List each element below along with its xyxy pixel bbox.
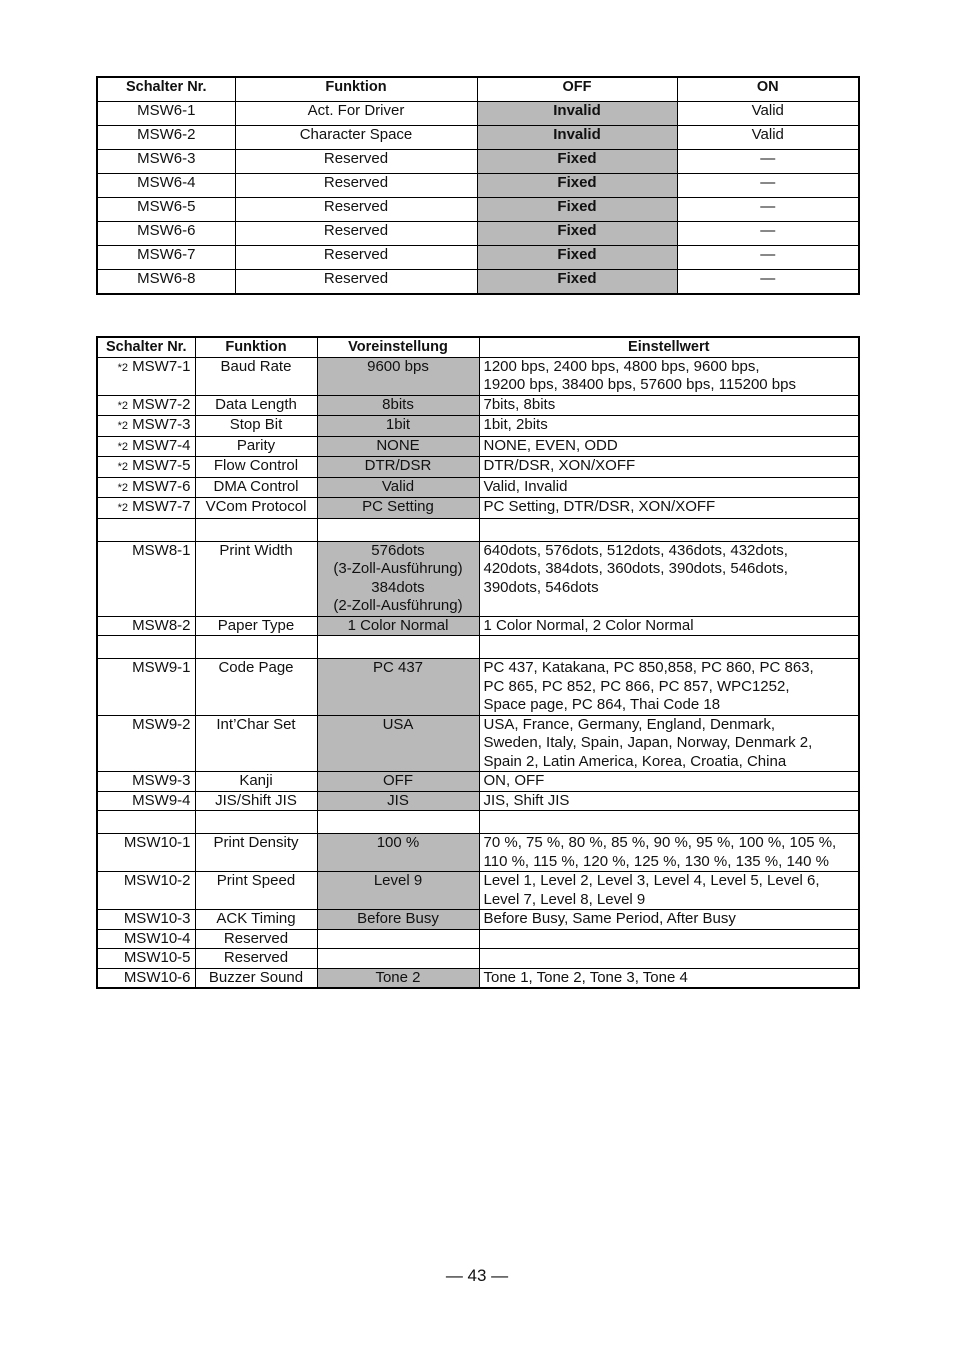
cell-off: Fixed (477, 270, 677, 295)
setting-line: Valid, Invalid (483, 477, 568, 495)
setting-line: 110 %, 115 %, 120 %, 125 %, 130 %, 135 %, 140 % (483, 852, 830, 870)
default-line: Tone 2 (375, 968, 421, 986)
setting-line: 70 %, 75 %, 80 %, 85 %, 90 %, 95 %, 100 %, 105 %, (483, 834, 837, 851)
cell-on: Valid (677, 102, 859, 126)
cell-on: — (677, 222, 859, 246)
cell-default (317, 357, 479, 395)
default-line: 1 Color Normal (347, 616, 449, 634)
setting-line: PC 865, PC 852, PC 866, PC 857, WPC1252, (483, 677, 790, 695)
cell-function: Paper Type (195, 616, 317, 636)
default-line: Before Busy (357, 910, 439, 927)
cell-switch-no (97, 968, 195, 988)
cell-switch-no: MSW6-8 (97, 270, 235, 295)
cell-function: Parity (195, 436, 317, 457)
header-function: Funktion (195, 337, 317, 357)
setting-line: NONE, EVEN, ODD (483, 436, 618, 454)
header-on: ON (677, 77, 859, 102)
default-line: 8bits (382, 395, 414, 413)
page-number: — 43 — (445, 1266, 509, 1285)
cell-setting-values (479, 910, 859, 930)
cell-function: Data Length (195, 395, 317, 416)
empty-cell (479, 811, 859, 834)
table-row (97, 791, 859, 811)
cell-default (317, 498, 479, 519)
table-row (97, 968, 859, 988)
switch-no-label: MSW9-4 (132, 791, 191, 809)
cell-switch-no (97, 616, 195, 636)
cell-on: — (677, 174, 859, 198)
switch-no-label: MSW10-2 (123, 872, 191, 889)
switch-no-label: MSW8-2 (132, 616, 191, 634)
header-off: OFF (477, 77, 677, 102)
default-line: DTR/DSR (364, 457, 432, 474)
cell-switch-no (97, 457, 195, 478)
separator-row (97, 811, 859, 834)
cell-switch-no (97, 416, 195, 437)
cell-default (317, 436, 479, 457)
cell-switch-no (97, 929, 195, 949)
cell-switch-no: MSW6-4 (97, 174, 235, 198)
table-row (97, 102, 859, 126)
cell-on: Valid (677, 126, 859, 150)
default-line: JIS (387, 791, 409, 809)
cell-function: Reserved (235, 198, 477, 222)
cell-setting-values (479, 949, 859, 969)
cell-function: Code Page (195, 659, 317, 716)
footnote-mark: *2 (117, 502, 128, 514)
cell-default (317, 395, 479, 416)
cell-switch-no (97, 541, 195, 616)
cell-setting-values (479, 357, 859, 395)
cell-default (317, 929, 479, 949)
header-switch-no: Schalter Nr. (97, 77, 235, 102)
switch-no-label: MSW10-1 (123, 834, 191, 851)
cell-setting-values (479, 715, 859, 772)
empty-cell (195, 518, 317, 541)
empty-cell (97, 636, 195, 659)
footnote-mark: *2 (117, 399, 128, 412)
empty-cell (317, 518, 479, 541)
cell-function: Reserved (235, 174, 477, 198)
table-row (97, 477, 859, 498)
cell-default (317, 416, 479, 437)
setting-line: Level 7, Level 8, Level 9 (483, 890, 646, 908)
cell-switch-no (97, 659, 195, 716)
header-switch-no: Schalter Nr. (97, 337, 195, 357)
switch-no-label: MSW9-3 (132, 772, 191, 789)
cell-setting-values (479, 659, 859, 716)
cell-switch-no (97, 791, 195, 811)
table-header-row (97, 77, 859, 102)
footnote-mark: *2 (117, 481, 128, 494)
table-row (97, 498, 859, 519)
cell-switch-no: MSW6-3 (97, 150, 235, 174)
table-row (97, 395, 859, 416)
table-row (97, 457, 859, 478)
setting-line: PC 437, Katakana, PC 850,858, PC 860, PC 863, (483, 659, 814, 676)
cell-off: Invalid (477, 102, 677, 126)
default-line: Level 9 (373, 872, 423, 889)
footnote-mark: *2 (117, 361, 128, 374)
setting-line: Spain 2, Latin America, Korea, Croatia, China (483, 752, 787, 770)
cell-function: ACK Timing (195, 910, 317, 930)
cell-function: Character Space (235, 126, 477, 150)
switch-no-label: MSW7-6 (132, 477, 191, 495)
cell-switch-no: MSW6-7 (97, 246, 235, 270)
cell-function: Reserved (235, 246, 477, 270)
switch-no-label: MSW8-1 (132, 541, 191, 559)
setting-line: 7bits, 8bits (483, 395, 556, 413)
cell-function: DMA Control (195, 477, 317, 498)
table-row (97, 659, 859, 716)
table-row (97, 416, 859, 437)
setting-line: 19200 bps, 38400 bps, 57600 bps, 115200 bps (483, 376, 796, 393)
cell-setting-values (479, 395, 859, 416)
default-line: 576dots (371, 541, 425, 559)
footnote-mark: *2 (117, 420, 128, 432)
empty-cell (479, 518, 859, 541)
cell-switch-no (97, 357, 195, 395)
cell-setting-values (479, 616, 859, 636)
header-setting-values: Einstellwert (479, 337, 859, 357)
table-row (97, 198, 859, 222)
cell-function: Print Width (195, 541, 317, 616)
switch-no-label: MSW10-5 (123, 949, 191, 966)
table-row (97, 834, 859, 872)
switch-no-label: MSW7-3 (132, 416, 191, 433)
table-row (97, 772, 859, 792)
setting-line: Sweden, Italy, Spain, Japan, Norway, Denmark 2, (483, 734, 813, 751)
cell-switch-no (97, 436, 195, 457)
cell-function: Kanji (195, 772, 317, 792)
cell-function: Reserved (235, 150, 477, 174)
cell-switch-no: MSW6-2 (97, 126, 235, 150)
table-row (97, 126, 859, 150)
cell-default (317, 541, 479, 616)
switch-no-label: MSW10-6 (123, 968, 191, 986)
cell-setting-values (479, 498, 859, 519)
table-row (97, 246, 859, 270)
table-row (97, 541, 859, 616)
cell-switch-no (97, 772, 195, 792)
cell-on: — (677, 198, 859, 222)
switch-no-label: MSW7-7 (132, 498, 191, 515)
cell-off: Invalid (477, 126, 677, 150)
table-row (97, 872, 859, 910)
setting-line: DTR/DSR, XON/XOFF (483, 457, 636, 474)
table-row (97, 357, 859, 395)
cell-switch-no (97, 872, 195, 910)
cell-off: Fixed (477, 246, 677, 270)
cell-default (317, 872, 479, 910)
setting-line: USA, France, Germany, England, Denmark, (483, 715, 776, 733)
switch-no-label: MSW9-2 (132, 715, 191, 733)
setting-line: 390dots, 546dots (483, 578, 599, 596)
cell-setting-values (479, 968, 859, 988)
setting-line: 1 Color Normal, 2 Color Normal (483, 616, 694, 634)
cell-on: — (677, 150, 859, 174)
cell-off: Fixed (477, 174, 677, 198)
cell-switch-no (97, 715, 195, 772)
cell-default (317, 659, 479, 716)
cell-switch-no (97, 395, 195, 416)
cell-setting-values (479, 457, 859, 478)
cell-function: Reserved (195, 949, 317, 969)
cell-function: JIS/Shift JIS (195, 791, 317, 811)
table-row (97, 270, 859, 295)
setting-line: Before Busy, Same Period, After Busy (483, 910, 736, 927)
cell-function: Buzzer Sound (195, 968, 317, 988)
cell-off: Fixed (477, 198, 677, 222)
cell-setting-values (479, 791, 859, 811)
setting-line: PC Setting, DTR/DSR, XON/XOFF (483, 498, 716, 515)
cell-function: Reserved (235, 222, 477, 246)
switch-no-label: MSW7-5 (132, 457, 191, 474)
cell-default (317, 457, 479, 478)
cell-default (317, 834, 479, 872)
switch-no-label: MSW9-1 (132, 659, 191, 676)
default-line: 384dots (371, 578, 425, 596)
cell-switch-no (97, 834, 195, 872)
switch-no-label: MSW10-4 (123, 929, 191, 947)
default-line: 100 % (376, 834, 420, 851)
empty-cell (479, 636, 859, 659)
cell-setting-values (479, 436, 859, 457)
cell-switch-no: MSW6-5 (97, 198, 235, 222)
cell-default (317, 968, 479, 988)
cell-switch-no: MSW6-1 (97, 102, 235, 126)
empty-cell (195, 636, 317, 659)
cell-off: Fixed (477, 222, 677, 246)
table-row (97, 929, 859, 949)
footnote-mark: *2 (117, 461, 128, 473)
cell-function: Act. For Driver (235, 102, 477, 126)
cell-on: — (677, 270, 859, 295)
empty-cell (317, 636, 479, 659)
cell-default (317, 772, 479, 792)
cell-default (317, 616, 479, 636)
default-line: 9600 bps (367, 357, 429, 375)
cell-setting-values (479, 929, 859, 949)
cell-switch-no (97, 910, 195, 930)
table-row (97, 174, 859, 198)
table-row (97, 949, 859, 969)
header-function: Funktion (235, 77, 477, 102)
cell-setting-values (479, 872, 859, 910)
cell-function: Baud Rate (195, 357, 317, 395)
cell-function: Int’Char Set (195, 715, 317, 772)
setting-line: JIS, Shift JIS (483, 791, 570, 809)
table-header-row (97, 337, 859, 357)
table-row (97, 616, 859, 636)
cell-function: Flow Control (195, 457, 317, 478)
default-line: NONE (376, 436, 420, 454)
empty-cell (97, 518, 195, 541)
cell-function: Print Density (195, 834, 317, 872)
cell-function: VCom Protocol (195, 498, 317, 519)
cell-default (317, 910, 479, 930)
cell-default (317, 791, 479, 811)
switch-table-msw7-10 (96, 336, 860, 989)
default-line: (3-Zoll-Ausführung) (333, 560, 463, 577)
setting-line: 1200 bps, 2400 bps, 4800 bps, 9600 bps, (483, 357, 760, 375)
setting-line: 1bit, 2bits (483, 416, 548, 433)
table-row (97, 150, 859, 174)
default-line: Valid (381, 477, 415, 495)
separator-row (97, 518, 859, 541)
header-default: Voreinstellung (317, 337, 479, 357)
table-row (97, 715, 859, 772)
table-row (97, 910, 859, 930)
cell-function: Reserved (195, 929, 317, 949)
default-line: 1bit (385, 416, 411, 433)
setting-line: 420dots, 384dots, 360dots, 390dots, 546dots, (483, 560, 788, 577)
switch-table-msw6 (96, 76, 860, 295)
cell-setting-values (479, 541, 859, 616)
switch-no-label: MSW7-2 (132, 395, 191, 413)
cell-function: Stop Bit (195, 416, 317, 437)
setting-line: Level 1, Level 2, Level 3, Level 4, Level 5, Level 6, (483, 872, 820, 889)
default-line: PC Setting (362, 498, 434, 515)
cell-switch-no (97, 498, 195, 519)
default-line: OFF (383, 772, 413, 789)
empty-cell (317, 811, 479, 834)
cell-setting-values (479, 477, 859, 498)
empty-cell (97, 811, 195, 834)
empty-cell (195, 811, 317, 834)
cell-on: — (677, 246, 859, 270)
cell-off: Fixed (477, 150, 677, 174)
switch-no-label: MSW10-3 (123, 910, 191, 927)
default-line: USA (382, 715, 414, 733)
table-row (97, 222, 859, 246)
cell-setting-values (479, 834, 859, 872)
footnote-mark: *2 (117, 440, 128, 453)
separator-row (97, 636, 859, 659)
cell-setting-values (479, 772, 859, 792)
default-line: (2-Zoll-Ausführung) (333, 597, 463, 614)
table-row (97, 436, 859, 457)
cell-switch-no: MSW6-6 (97, 222, 235, 246)
cell-switch-no (97, 949, 195, 969)
setting-line: ON, OFF (483, 772, 545, 789)
cell-setting-values (479, 416, 859, 437)
setting-line: 640dots, 576dots, 512dots, 436dots, 432dots, (483, 541, 788, 559)
switch-no-label: MSW7-1 (132, 357, 191, 375)
cell-switch-no (97, 477, 195, 498)
cell-function: Print Speed (195, 872, 317, 910)
switch-no-label: MSW7-4 (132, 436, 191, 454)
setting-line: Space page, PC 864, Thai Code 18 (483, 696, 721, 713)
default-line: PC 437 (372, 659, 424, 676)
cell-default (317, 715, 479, 772)
cell-default (317, 477, 479, 498)
cell-default (317, 949, 479, 969)
cell-function: Reserved (235, 270, 477, 295)
setting-line: Tone 1, Tone 2, Tone 3, Tone 4 (483, 968, 688, 986)
